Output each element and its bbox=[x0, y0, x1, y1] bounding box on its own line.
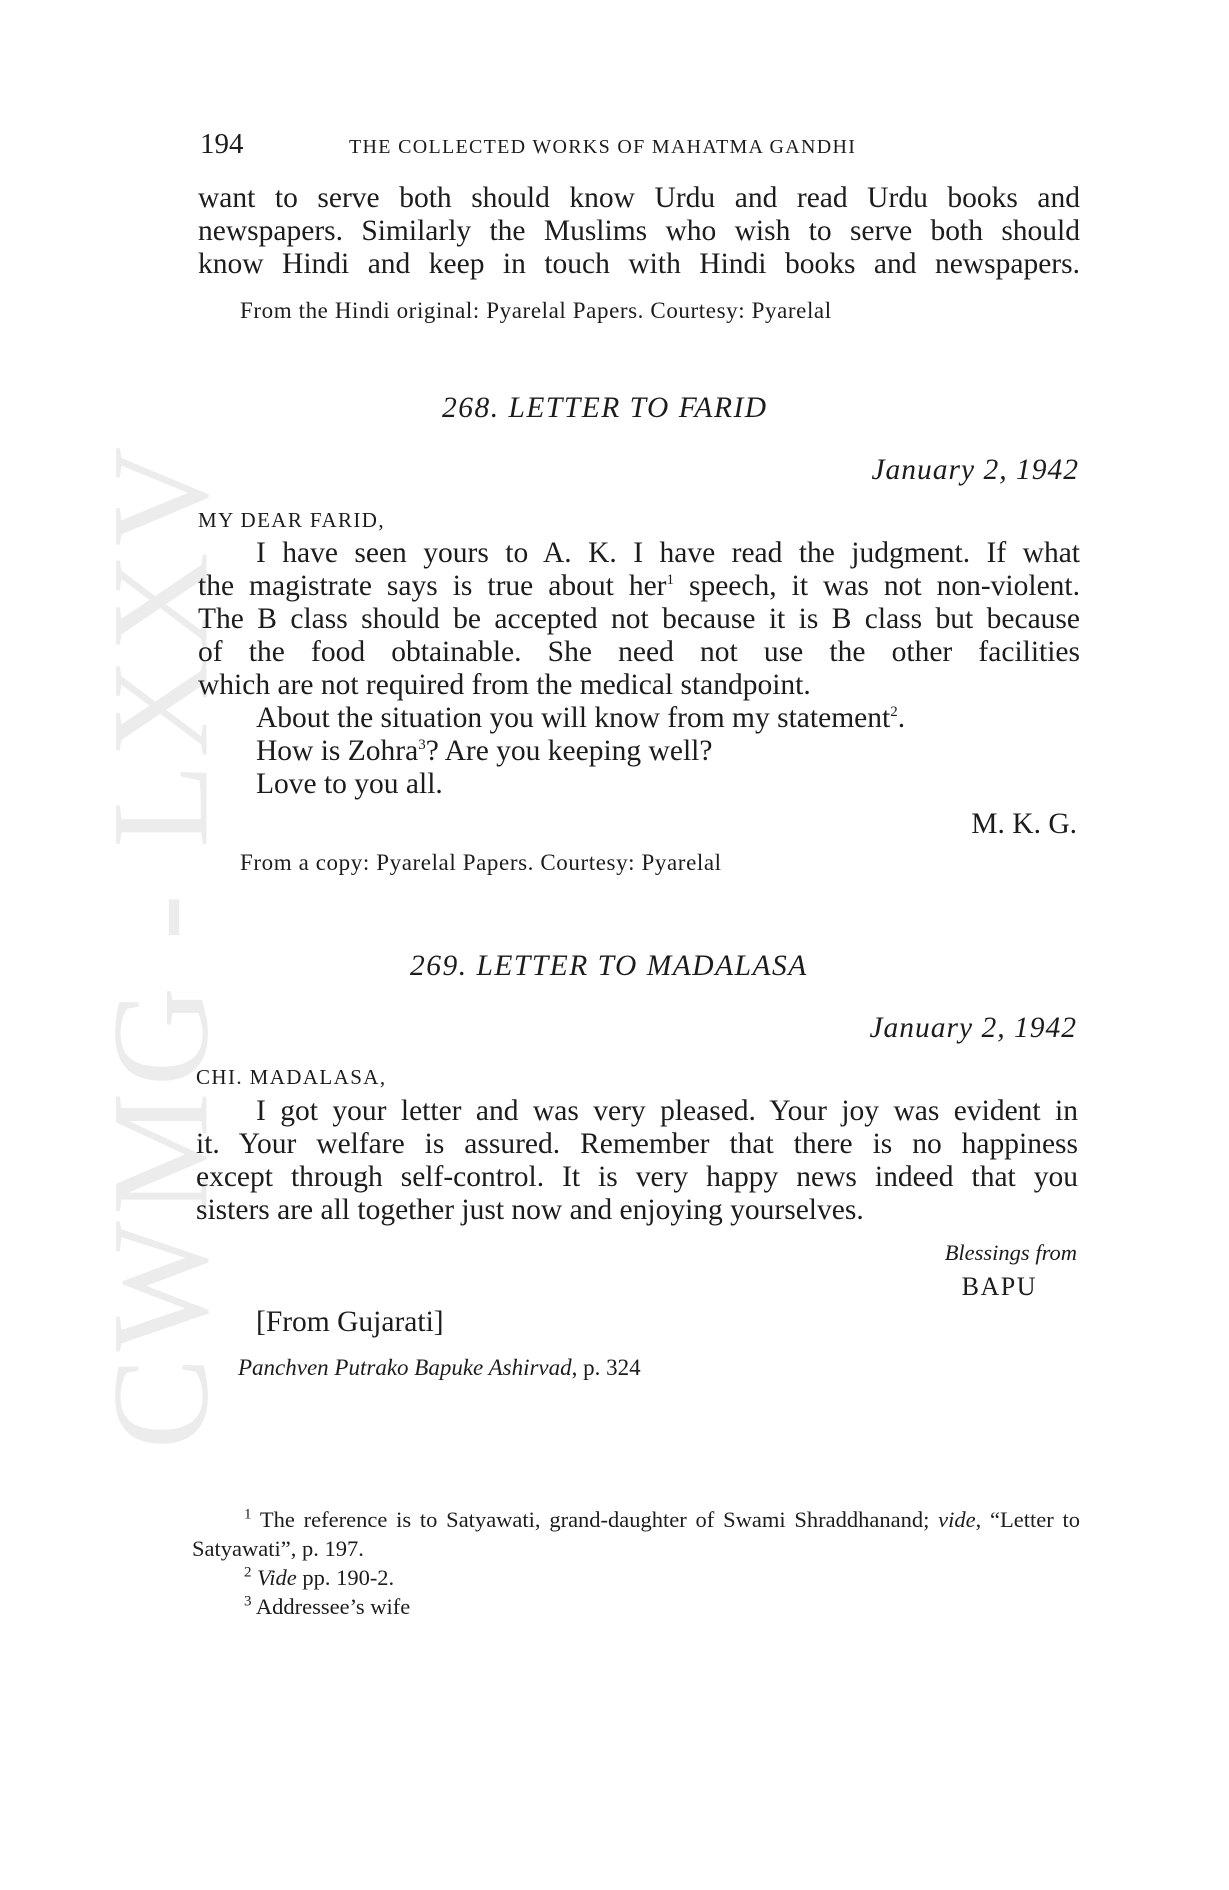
letter-269-heading: 269. LETTER TO MADALASA bbox=[410, 950, 808, 982]
watermark: CWMG - LXXV bbox=[83, 440, 237, 1450]
footnote-ref-1: 1 bbox=[666, 572, 674, 589]
letter-268-line-1: I have seen yours to A. K. I have read the judgment. If what bbox=[256, 537, 1080, 569]
continuation-line-2: newspapers. Similarly the Muslims who wish to serve both should bbox=[198, 215, 1080, 247]
footnote-ref-2: 2 bbox=[890, 704, 898, 721]
letter-269-salutation: CHI. MADALASA, bbox=[196, 1065, 387, 1089]
running-title: THE COLLECTED WORKS OF MAHATMA GANDHI bbox=[349, 136, 857, 158]
letter-268-date: January 2, 1942 bbox=[871, 454, 1079, 486]
letter-268-line-6: About the situation you will know from my statement$^2$. bbox=[256, 702, 906, 734]
letter-269-from-note: [From Gujarati] bbox=[256, 1306, 444, 1338]
letter-269-line-3: except through self-control. It is very happy news indeed that you bbox=[196, 1161, 1078, 1193]
footnote-1: $^1$ The reference is to Satyawati, grand-daughter of Swami Shraddhanand; vide, “Letter to Satyawati”, p. 197. bbox=[192, 1506, 1081, 1561]
footnote-2: $^2$ Vide pp. 190-2. bbox=[244, 1564, 395, 1590]
continuation-line-1: want to serve both should know Urdu and read Urdu books and bbox=[198, 182, 1080, 214]
continuation-source: From the Hindi original: Pyarelal Papers. Courtesy: Pyarelal bbox=[240, 298, 832, 323]
letter-268-line-4: of the food obtainable. She need not use the other facilities bbox=[198, 636, 1080, 668]
letter-269-line-1: I got your letter and was very pleased. Your joy was evident in bbox=[256, 1095, 1078, 1127]
letter-269-signature: BAPU bbox=[961, 1272, 1037, 1301]
letter-268-heading: 268. LETTER TO FARID bbox=[442, 392, 768, 424]
letter-269-source: Panchven Putrako Bapuke Ashirvad, p. 324 bbox=[238, 1355, 641, 1380]
letter-269-date: January 2, 1942 bbox=[869, 1012, 1077, 1044]
continuation-line-3: know Hindi and keep in touch with Hindi books and newspapers. bbox=[198, 248, 1080, 280]
letter-268-line-7: How is Zohra$^3$? Are you keeping well? bbox=[256, 735, 713, 767]
page-number: 194 bbox=[200, 128, 244, 160]
letter-268-signature: M. K. G. bbox=[971, 808, 1077, 840]
letter-269-line-4: sisters are all together just now and enjoying yourselves. bbox=[196, 1194, 864, 1226]
letter-268-line-3: The B class should be accepted not because it is B class but because bbox=[198, 603, 1080, 635]
letter-269-line-2: it. Your welfare is assured. Remember that there is no happiness bbox=[196, 1128, 1078, 1160]
letter-268-salutation: MY DEAR FARID, bbox=[198, 508, 386, 532]
letter-268-line-8: Love to you all. bbox=[256, 768, 443, 800]
letter-268-line-5: which are not required from the medical standpoint. bbox=[198, 669, 811, 701]
footnote-3: $^3$ Addressee’s wife bbox=[244, 1593, 411, 1619]
footnote-ref-3: 3 bbox=[418, 737, 426, 754]
letter-268-source: From a copy: Pyarelal Papers. Courtesy: Pyarelal bbox=[240, 850, 722, 875]
footnotes bbox=[192, 1505, 1080, 1621]
letter-268-line-2: the magistrate says is true about her$^1$ speech, it was not non-violent. bbox=[198, 570, 1080, 602]
letter-269-blessings: Blessings from bbox=[944, 1240, 1077, 1265]
